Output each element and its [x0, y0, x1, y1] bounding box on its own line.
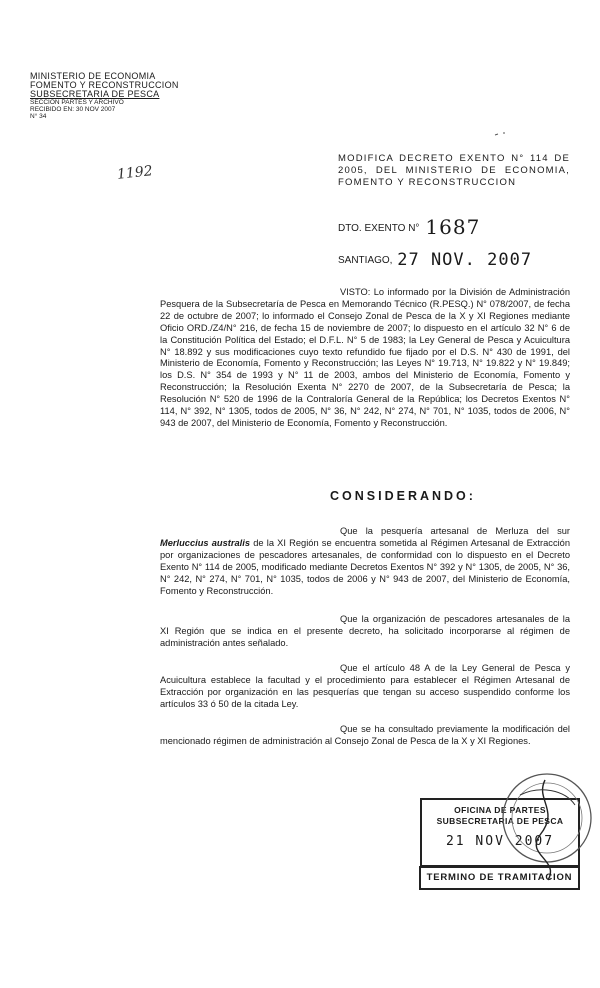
considerando-1-text: de la XI Región se encuentra sometida al Régimen Artesanal de Extracción por organizaciones de pescadores artesanales, de conformidad con lo dispuesto en el Decreto Exento N° 114 de 2005, modificado mediante Decretos Exentos N° 392 y N° 1305, de 2005, N° 36, N° 242, N° 274, N° 701, N° 1035, todos de 2006 y N° 943 de 2007, del Ministerio de Economía, Fomento y Reconstrucción.	[160, 537, 570, 596]
termino-stamp: TERMINO DE TRAMITACION	[419, 866, 580, 890]
ministry-stamp-line: RECIBIDO EN: 30 NOV 2007	[30, 106, 116, 113]
ministry-stamp-line: SUBSECRETARIA DE PESCA	[30, 89, 160, 99]
ministry-stamp-line: MINISTERIO DE ECONOMIA	[30, 71, 156, 81]
signature-stroke	[520, 790, 575, 805]
decree-label: DTO. EXENTO N°	[338, 223, 420, 234]
office-stamp-line: OFICINA DE PARTES	[454, 805, 546, 815]
handwritten-number: 1192	[116, 163, 154, 183]
considerando-heading: CONSIDERANDO:	[330, 489, 476, 503]
decree-subject: MODIFICA DECRETO EXENTO N° 114 DE 2005, DEL MINISTERIO DE ECONOMIA, FOMENTO Y RECONSTRUCCION	[338, 153, 570, 188]
office-stamp-date: 21 NOV 2007	[445, 834, 555, 849]
ministry-stamp-line: FOMENTO Y RECONSTRUCCION	[30, 80, 179, 90]
species-name: Merluccius australis	[160, 537, 251, 548]
signature-stroke	[536, 780, 550, 880]
considerando-2-text: Que la organización de pescadores artesanales de la XI Región que se indica en el presente decreto, ha solicitado incorporarse al régimen de administración antes señalado.	[160, 614, 570, 648]
office-stamp-line: SUBSECRETARIA DE PESCA	[436, 816, 564, 826]
place-label: SANTIAGO,	[338, 255, 393, 266]
round-seal	[503, 774, 591, 862]
considerando-3-text: Que el artículo 48 A de la Ley General de Pesca y Acuicultura establece la facultad y el procedimiento para establecer el Régimen Artesanal de Extracción por organización en las pesquerías que tengan su acceso suspendido conforme los artículos 33 ó 50 de la citada Ley.	[160, 663, 570, 709]
ministry-stamp-line: SECCION PARTES Y ARCHIVO	[30, 99, 124, 106]
visto-text: VISTO: Lo informado por la División de Administración Pesquera de la Subsecretaría de Pesca en Memorando Técnico (R.PESQ.) N° 078/2007, de fecha 22 de octubre de 2007; lo informado el Consejo Zonal de Pesca de la X y XI Regiones mediante Oficio ORD./Z4/N° 216, de fecha 15 de noviembre de 2007; lo dispuesto en el artículo 32 N° 6 de la Constitución Política del Estado; el D.F.L. N° 5 de 1983; la Ley General de Pesca y Acuicultura N° 18.892 y sus modificaciones cuyo texto refundido fue fijado por el D.S. N° 430 de 1991, del Ministerio de Economía, Fomento y Reconstrucción; las Leyes N° 19.713, N° 19.822 y N° 19.849; los D.S. N° 354 de 1993 y N° 11 de 2003, ambos del Ministerio de Economía, Fomento y Reconstrucción; la Resolución Exenta N° 2270 de 2007, de la Subsecretaría de Pesca; la Resolución N° 520 de 1996 de la Contraloría General de la República; los Decretos Exentos N° 114, N° 392, N° 1305, todos de 2005, N° 36, N° 242, N° 274, N° 701, N° 1035, todos de 2006, N° 943 de 2007, del Ministerio de Economía, Fomento y Reconstrucción.	[160, 287, 570, 428]
decree-date: 27 NOV. 2007	[397, 250, 533, 270]
ministry-stamp-line: N° 34	[30, 113, 47, 120]
pen-mark	[495, 133, 505, 135]
decree-number: 1687	[425, 215, 481, 239]
considerando-1-lead: Que la pesquería artesanal de Merluza del sur	[340, 526, 570, 536]
considerando-4-text: Que se ha consultado previamente la modificación del mencionado régimen de administración al Consejo Zonal de Pesca de la X y XI Regiones.	[160, 724, 570, 746]
